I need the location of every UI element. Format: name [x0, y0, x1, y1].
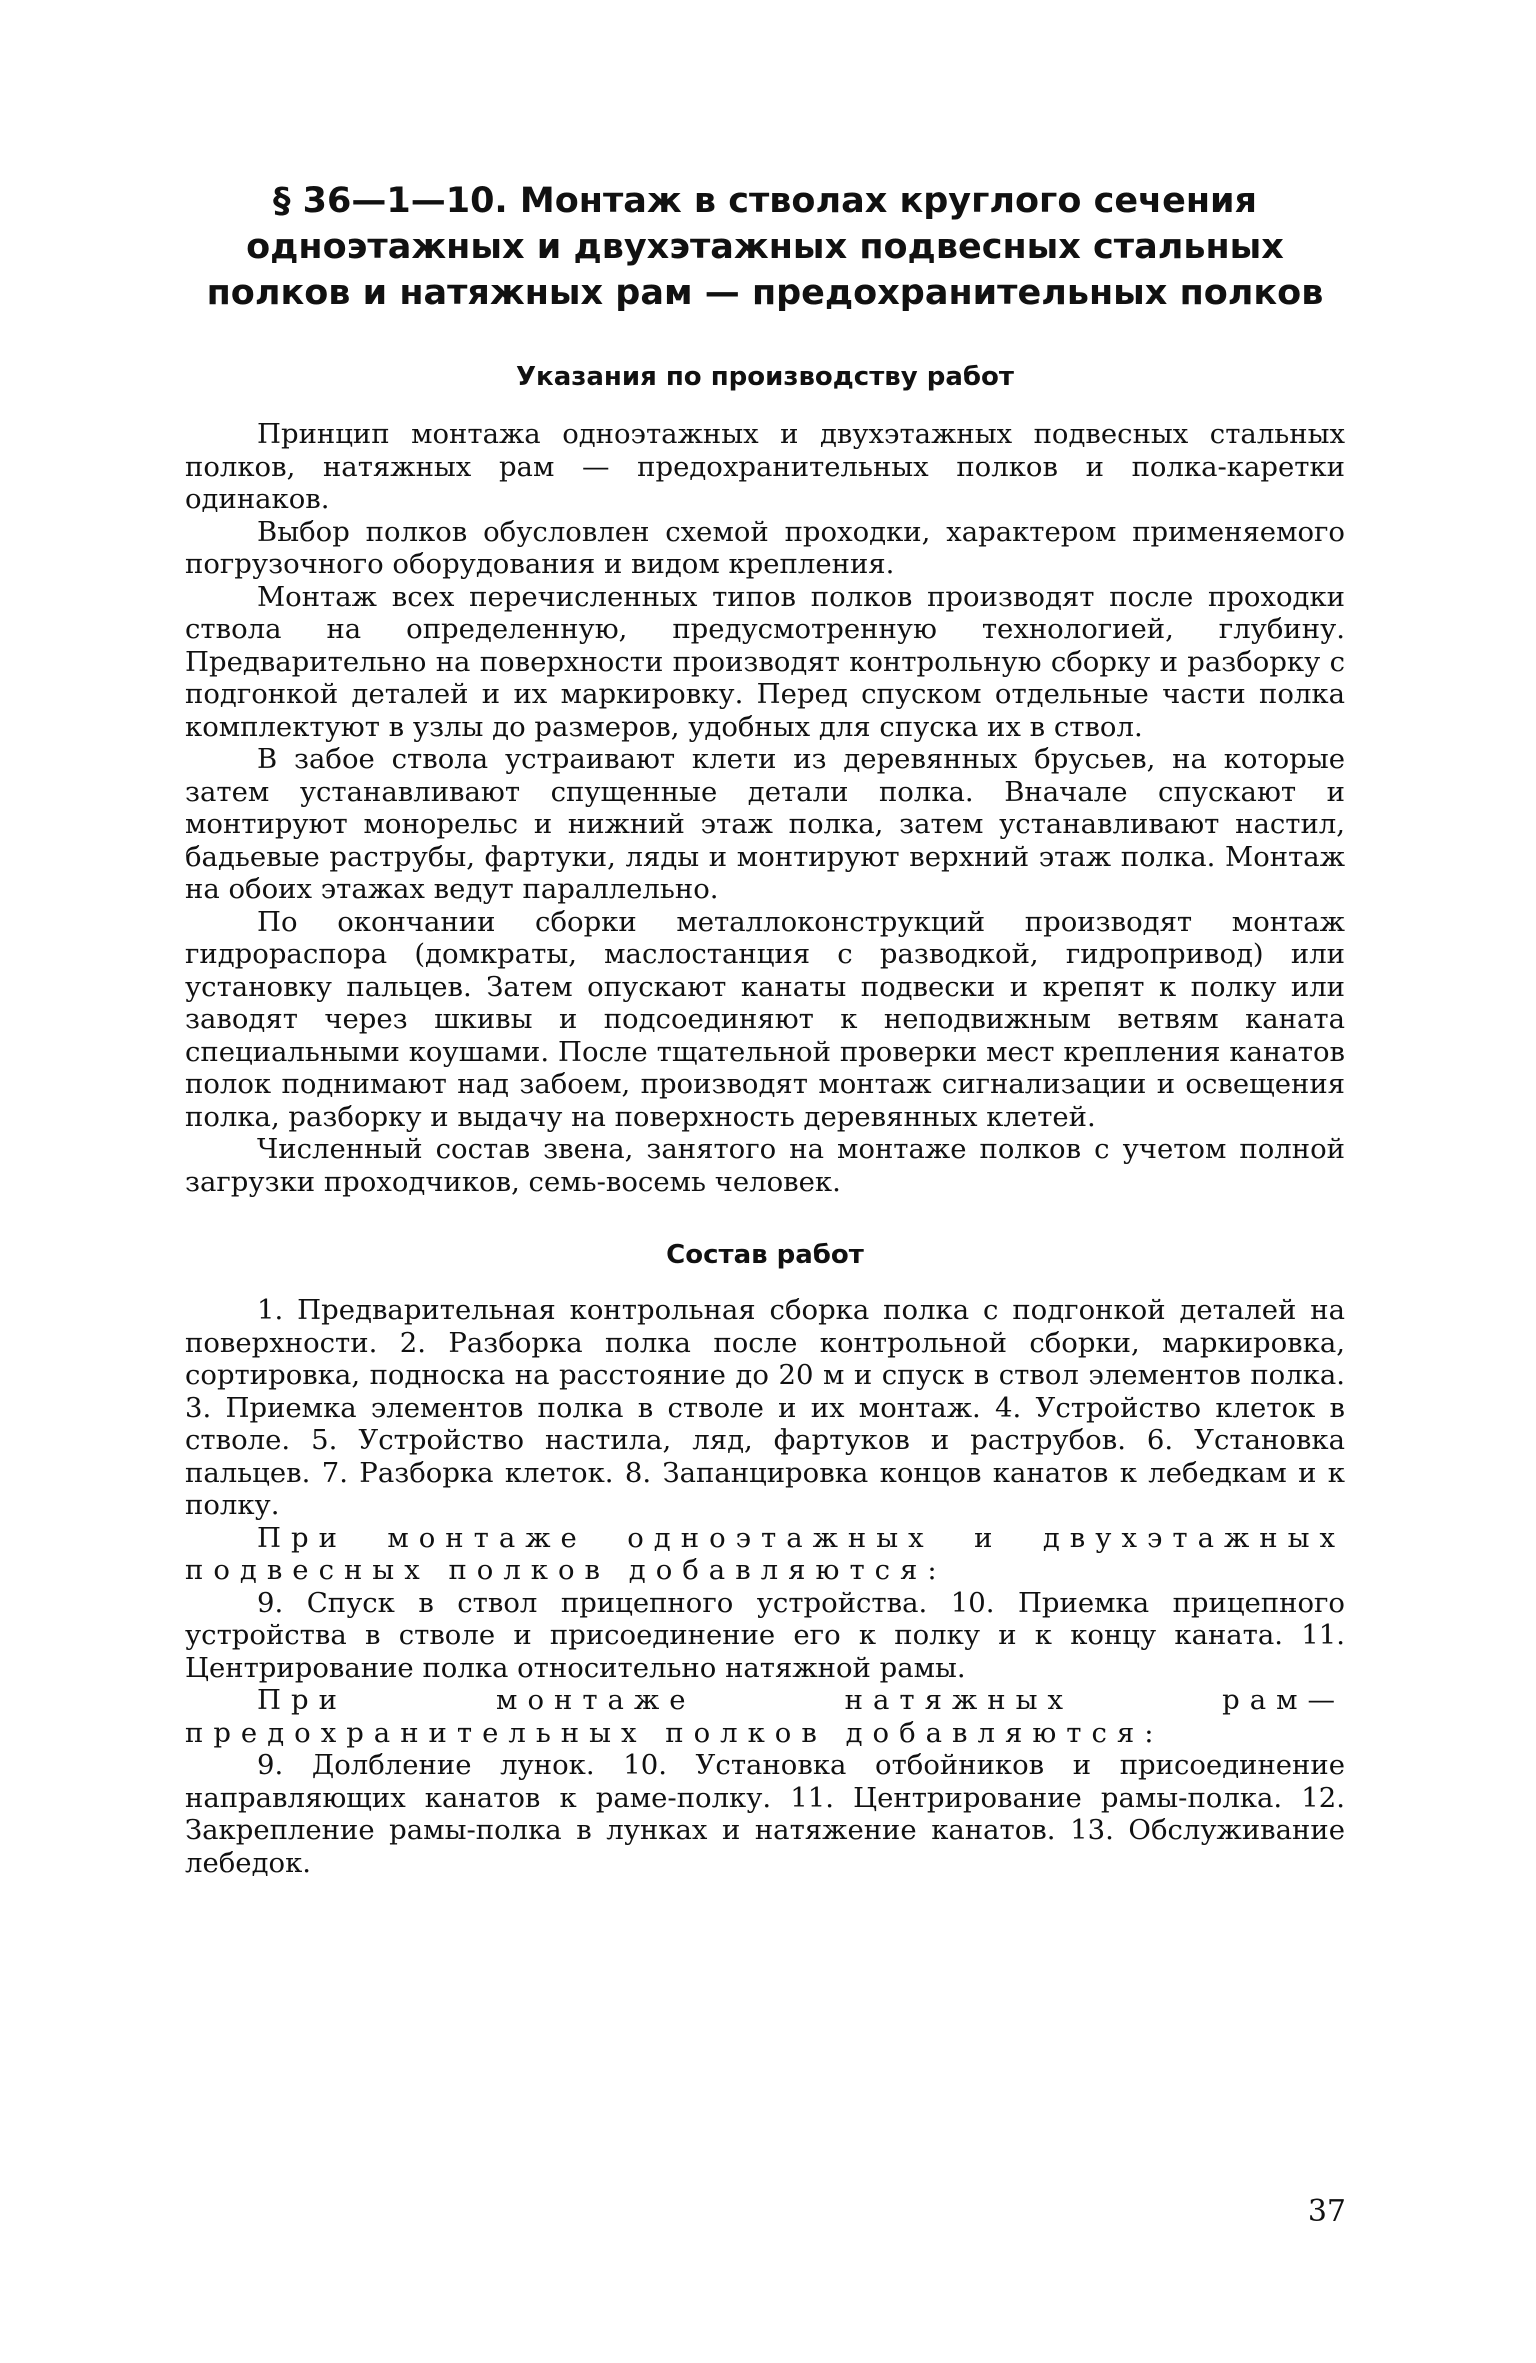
- instructions-paragraph-2: Выбор полков обусловлен схемой проходки, характером применяемого погрузочного оборудования и видом крепления.: [185, 515, 1345, 580]
- suspended-shelves-addition-heading: При монтаже одноэтажных и двухэтажных подвесных полков добавляются:: [185, 1521, 1345, 1586]
- document-page: [185, 178, 1345, 1879]
- suspended-shelves-addition-text: 9. Спуск в ствол прицепного устройства. 10. Приемка прицепного устройства в стволе и присоединение его к полку и к концу каната. 11. Центрирование полка относительно натяжной рамы.: [185, 1586, 1345, 1684]
- work-composition-list: 1. Предварительная контрольная сборка полка с подгонкой деталей на поверхности. 2. Разборка полка после контрольной сборки, маркировка, сортировка, подноска на расстояние до 20 м и спуск в ствол элементов полка. 3. Приемка элементов полка в стволе и их монтаж. 4. Устройство клеток в стволе. 5. Устройство настила, ляд, фартуков и раструбов. 6. Установка пальцев. 7. Разборка клеток. 8. Запанцировка концов канатов к лебедкам и к полку.: [185, 1294, 1345, 1521]
- work-instructions-heading: Указания по производству работ: [516, 362, 1014, 392]
- instructions-paragraph-6: Численный состав звена, занятого на монтаже полков с учетом полной загрузки проходчиков, семь-восемь человек.: [185, 1133, 1345, 1198]
- instructions-paragraph-1: Принцип монтажа одноэтажных и двухэтажных подвесных стальных полков, натяжных рам — предохранительных полков и полка-каретки одинаков.: [185, 418, 1345, 515]
- section-title: § 36—1—10. Монтаж в стволах круглого сечения одноэтажных и двухэтажных подвесных стальных полков и натяжных рам — предохранительных полков: [206, 181, 1324, 313]
- tension-frames-addition-text: 9. Долбление лунок. 10. Установка отбойников и присоединение направляющих канатов к раме-полку. 11. Центрирование рамы-полка. 12. Закрепление рамы-полка в лунках и натяжение канатов. 13. Обслуживание лебедок.: [185, 1749, 1345, 1879]
- work-composition-heading: Состав работ: [666, 1240, 864, 1270]
- instructions-paragraph-3: Монтаж всех перечисленных типов полков производят после проходки ствола на определенную, предусмотренную технологией, глубину. Предварительно на поверхности производят контрольную сборку и разборку с подгонкой деталей и их маркировку. Перед спуском отдельные части полка комплектуют в узлы до размеров, удобных для спуска их в ствол.: [185, 580, 1345, 743]
- instructions-paragraph-5: По окончании сборки металлоконструкций производят монтаж гидрораспора (домкраты, маслостанция с разводкой, гидропривод) или установку пальцев. Затем опускают канаты подвески и крепят к полку или заводят через шкивы и подсоединяют к неподвижным ветвям каната специальными коушами. После тщательной проверки мест крепления канатов полок поднимают над забоем, производят монтаж сигнализации и освещения полка, разборку и выдачу на поверхность деревянных клетей.: [185, 905, 1345, 1133]
- tension-frames-addition-heading: При монтаже натяжных рам—предохранительных полков добавляются:: [185, 1684, 1345, 1749]
- page-number: 37: [1307, 2194, 1346, 2229]
- instructions-paragraph-4: В забое ствола устраивают клети из деревянных брусьев, на которые затем устанавливают спущенные детали полка. Вначале спускают и монтируют монорельс и нижний этаж полка, затем устанавливают настил, бадьевые раструбы, фартуки, ляды и монтируют верхний этаж полка. Монтаж на обоих этажах ведут параллельно.: [185, 743, 1345, 905]
